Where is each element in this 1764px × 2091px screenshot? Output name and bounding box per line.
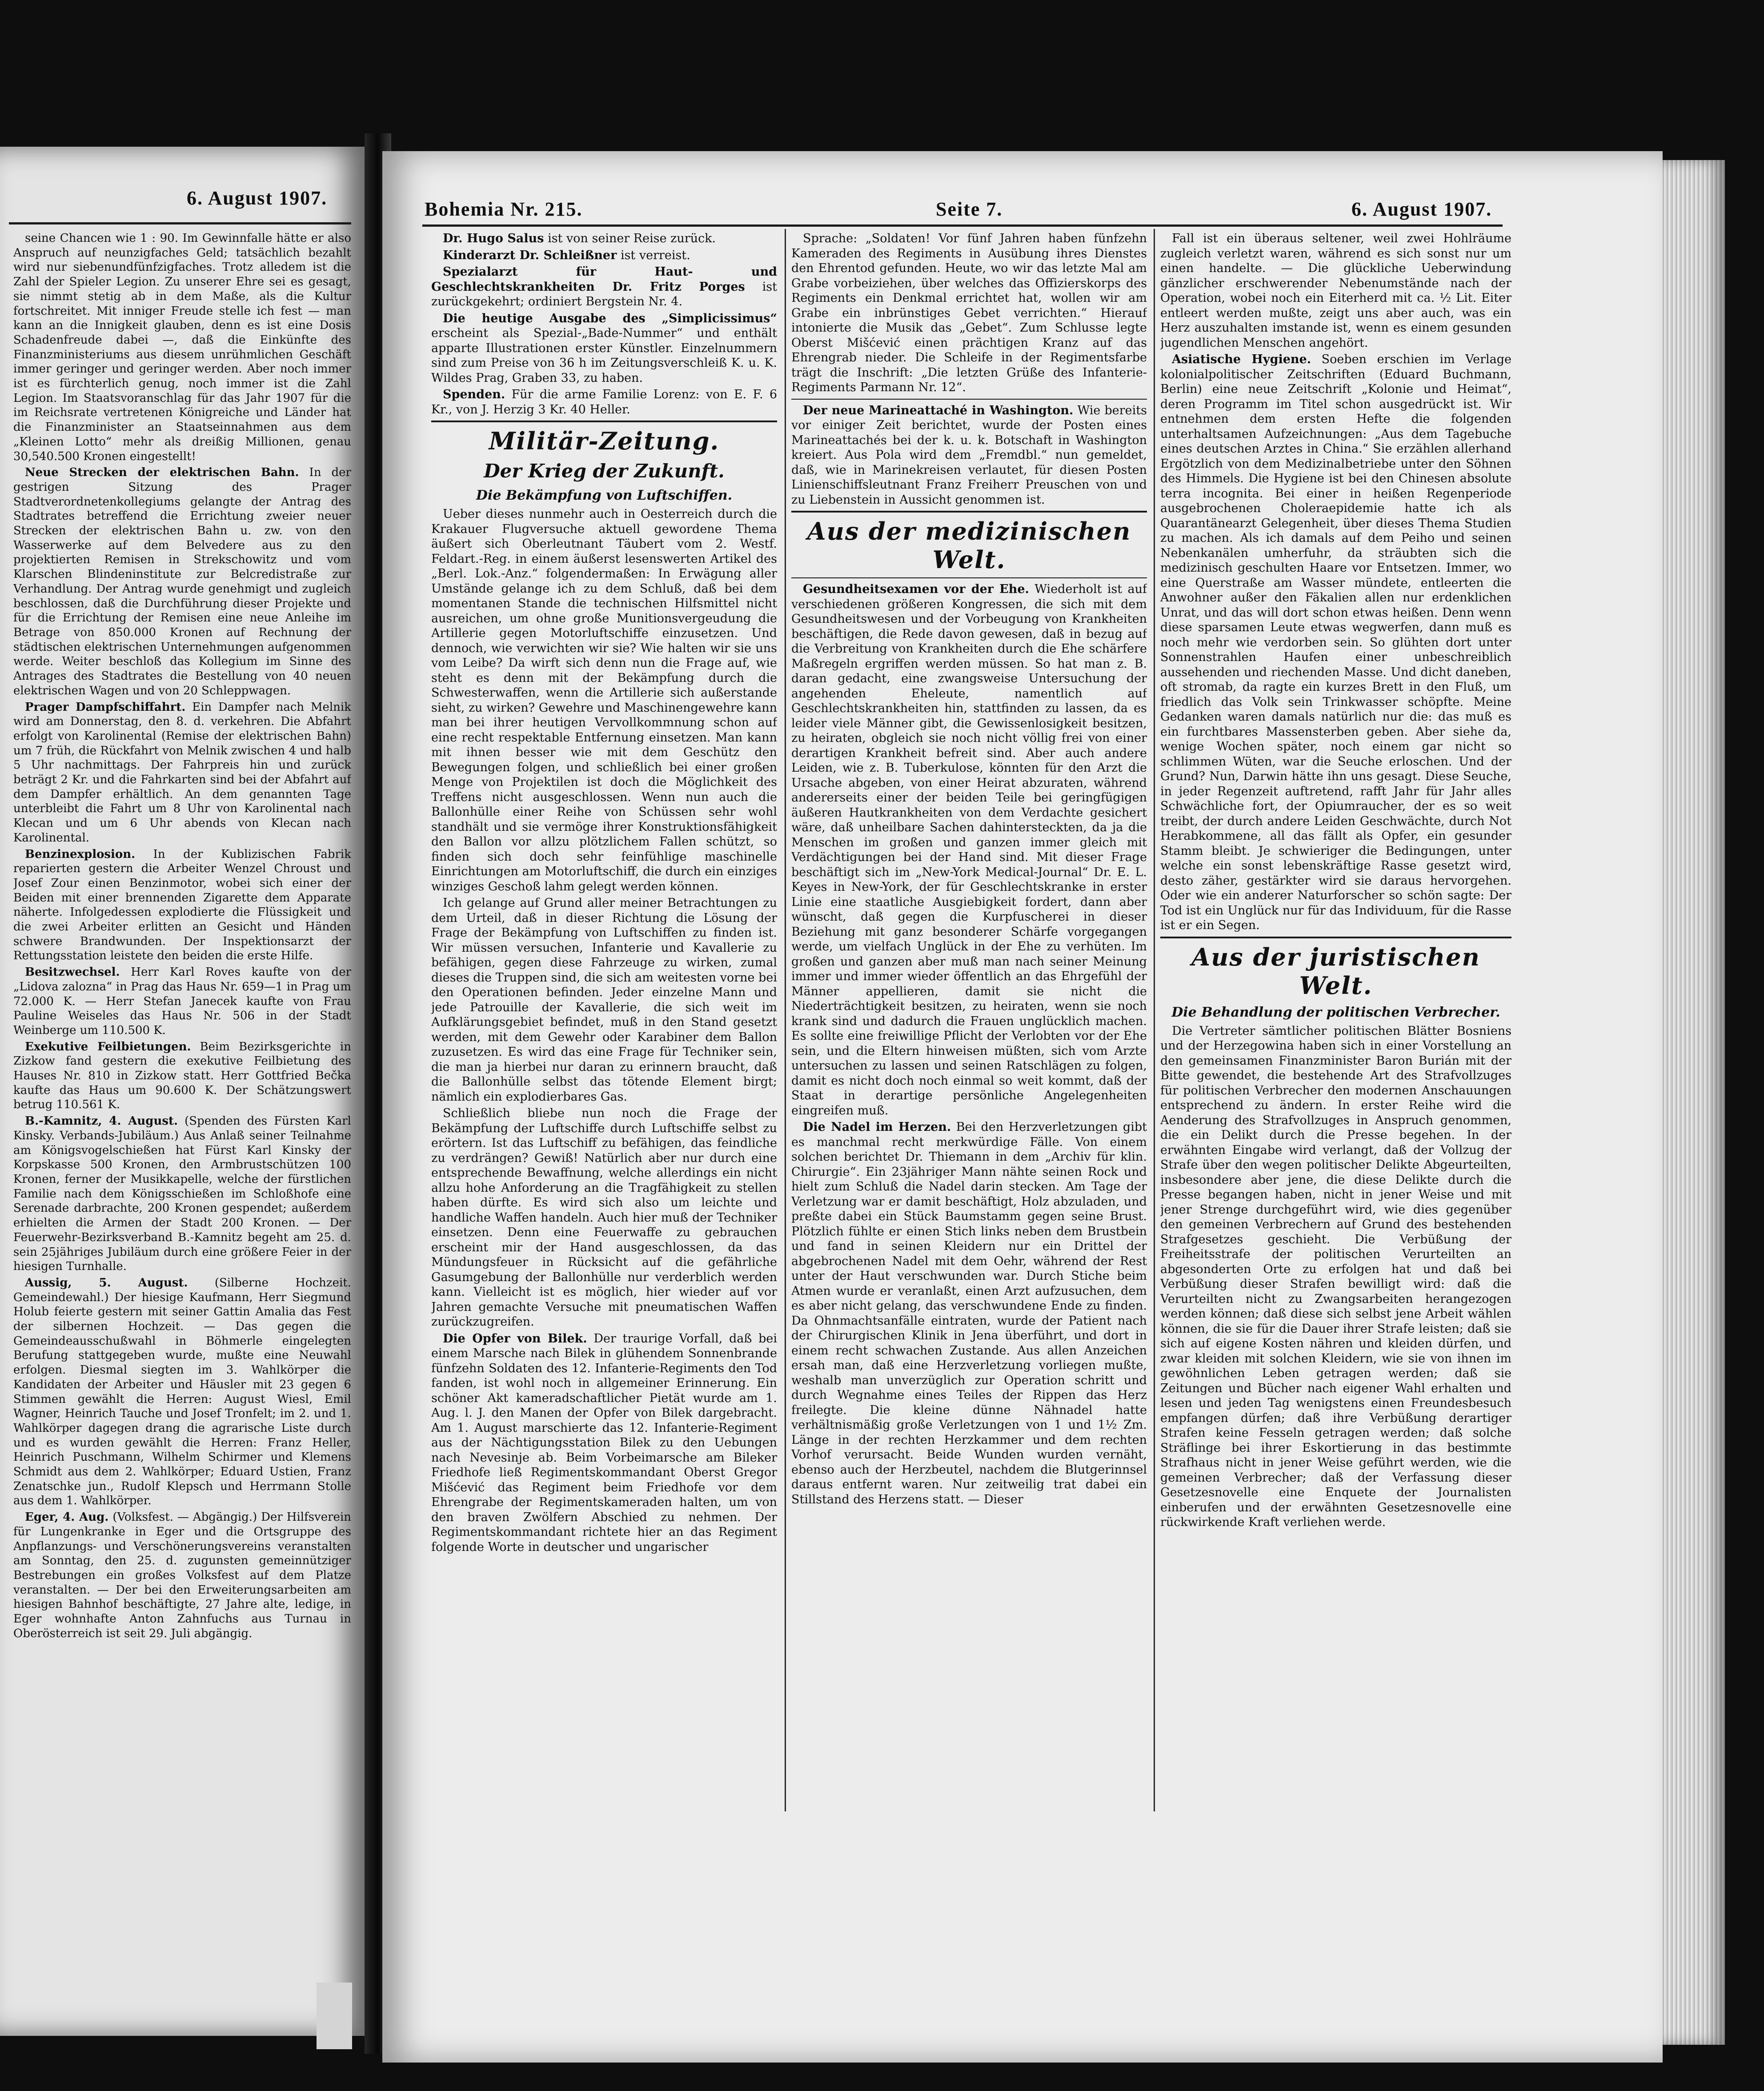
article: Asiatische Hygiene. Soeben erschien im Verlage kolonialpolitischer Zeitschriften (Eduard Buchmann, Berlin) eine neue Zeitschrift „Kolonie und Heimat“, deren Programm im Titel schon ausgedrückt ist. Wir entnehmen dem ersten Hefte die folgenden unterhaltsamen Aufzeichnungen: „Aus dem Tagebuche eines deutschen Arztes in China.“ Sie erzählen allerhand Ergötzlich von dem Medizinalbetriebe unter den Söhnen des Himmels. Die Hygiene ist bei den Chinesen absolute terra incognita. Bei einer in heißen Regenperiode ausgebrochenen Choleraepidemie hatte ich als Quarantänearzt Gelegenheit, über dieses Thema Studien zu machen. Als ich damals auf dem Peiho und seinen Nebenkanälen umherfuhr, da sträubten sich die medizinisch geschulten Haare vor Entsetzen. Immer, wo eine Querstraße am Wasser mündete, entleerten die Anwohner außer den Fäkalien allen nur erdenklichen Unrat, und das will dort schon etwas heißen. Denn wenn diese sparsamen Leute etwas wegwerfen, dann muß es noch mehr wie verdorben sein. So glühten dort unter Sonnenstrahlen Haufen einer unbeschreiblich aussehenden und riechenden Masse. Und dicht daneben, oft stromab, da ragte ein kurzes Brett in den Fluß, um friedlich das Volk sein Trinkwasser schöpfte. Meine Gedanken waren damals natürlich nur die: das muß es ein furchtbares Massensterben geben. Aber siehe da, wenige Wochen später, noch einem gar nicht so schlimmen Wüten, war die Seuche erloschen. Und der Grund? Nun, Darwin hätte ihn uns gesagt. Diese Seuche, in jeder Regenzeit auftretend, rafft Jahr für Jahr alles Schwächliche fort, der Opiumraucher, der es so weit treibt, der durch andere Leiden Geschwächte, durch Not Herabkommene, all das fällt als Opfer, ein gesunder Stamm bleibt. Je schwieriger die Bedingungen, unter welche ein sonst lebenskräftige Rasse gesetzt wird, desto zäher, gestärkter wird sie daraus hervorgehen. Oder wie ein anderer Naturforscher so schön sagte: Der Tod ist ein Unglück nur für das Individuum, für die Rasse ist er ein Segen. <box>1160 353 1511 932</box>
notice: Spezialarzt für Haut- und Geschlechtskrankheiten Dr. Fritz Porges ist zurückgekehrt; ordiniert Bergstein Nr. 4. <box>431 265 777 308</box>
head-rule <box>422 224 1503 227</box>
article: Die Opfer von Bilek. Der traurige Vorfall, daß bei einem Marsche nach Bilek in glühendem Sonnenbrande fünfzehn Soldaten des 12. Infanterie-Regiments den Tod fanden, ist wohl noch in allgemeiner Erinnerung. Ein schöner Akt kameradschaftlicher Pietät wurde am 1. Aug. l. J. den Manen der Opfer von Bilek dargebracht. Am 1. August marschierte das 12. Infanterie-Regiment aus der Nächtigungsstation Bilek zu den Uebungen nach Nevesinje ab. Beim Vorbeimarsche am Bileker Friedhofe ließ Regimentskommandant Oberst Gregor Mišćević das Regiment beim Friedhofe vor dem Ehrengrabe der Regimentskameraden halten, um von den braven Zwölfern Abschied zu nehmen. Der Regimentskommandant richtete hier an das Regiment folgende Worte in deutscher und ungarischer <box>431 1331 777 1554</box>
paper-tab <box>317 1983 352 2049</box>
paragraph: Sprache: „Soldaten! Vor fünf Jahren haben fünfzehn Kameraden des Regiments in Ausübung ihres Dienstes den Ehrentod gefunden. Heute, wo wir das letzte Mal am Grabe vorbeiziehen, über welches das Offizierskorps des Regiments ein Denkmal errichtet hat, wollen wir am Grabe ein inbrünstiges Gebet verrichten.“ Hierauf intonierte die Musik das „Gebet“. Zum Schlusse legte Oberst Mišćević einen prächtigen Kranz auf das Ehrengrab nieder. Die Schleife in der Regimentsfarbe trägt die Inschrift: „Die letzten Grüße des Infanterie-Regiments Parmann Nr. 12“. <box>791 232 1147 394</box>
paragraph: Fall ist ein überaus seltener, weil zwei Hohlräume zugleich verletzt waren, während es sich sonst nur um einen handelte. — Die glückliche Ueberwindung gänzlicher erschwerender Nebenumstände nach der Operation, wobei noch ein Eiterherd mit ca. ½ Lit. Eiter entleert werden mußte, zeigt uns aber auch, was ein Herz auszuhalten imstande ist, wenn es einem gesunden jugendlichen Menschen angehört. <box>1160 232 1511 350</box>
section-rule <box>1160 937 1511 938</box>
issue-date: 6. August 1907. <box>1351 198 1492 220</box>
article-title: Die Behandlung der politischen Verbrecher. <box>1171 1004 1500 1020</box>
left-article: Prager Dampfschiffahrt. Ein Dampfer nach Melnik wird am Donnerstag, den 8. d. verkehren. Die Abfahrt erfolgt von Karolinental (Remise der elektrischen Bahn) um 7 früh, die Rückfahrt von Melnik zwischen 4 und halb 5 Uhr nachmittags. Der Fahrpreis hin und zurück beträgt 2 Kr. und die Fahrkarten sind bei der Abfahrt auf dem Dampfer erhältlich. An dem genannten Tage unterbleibt die Fahrt um 8 Uhr von Karolinental nach Klecan und um 6 Uhr abends von Klecan nach Karolinental. <box>13 700 351 845</box>
section-title-legal: Aus der juristischen Welt. <box>1191 942 1480 1000</box>
column-rule <box>785 229 786 1811</box>
paragraph: Ich gelange auf Grund aller meiner Betrachtungen zu dem Urteil, daß in dieser Richtung die Lösung der Frage der Bekämpfung von Luftschiffen zu finden ist. Wir müssen versuchen, Infanterie und Kavallerie zu befähigen, gegen diese Fahrzeuge zu wirken, zumal dieses die Truppen sind, die sich am weitesten vorne bei den Operationen befinden. Jeder einzelne Mann und jede Patrouille der Kavallerie, die sich weit im Aufklärungsgebiet befindet, muß in den Stand gesetzt werden, mit dem Gewehr oder Karabiner dem Ballon zuzusetzen. Es wird das eine Frage für Techniker sein, die man ja hierbei nur daran zu erinnern braucht, daß die Ballonhülle selbst das tötende Element birgt; nämlich ein explodierbares Gas. <box>431 896 777 1104</box>
notice: Kinderarzt Dr. Schleißner ist verreist. <box>443 248 690 262</box>
notice: Die heutige Ausgabe des „Simplicissimus“ erscheint als Spezial-„Bade-Nummer“ und enthält apparte Illustrationen erster Künstler. Einzelnummern sind zum Preise von 36 h im Zeitungsverschleiß K. u. K. Wildes Prag, Graben 33, zu haben. <box>431 311 777 385</box>
article: Die Nadel im Herzen. Bei den Herzverletzungen gibt es manchmal recht merkwürdige Fälle. Von einem solchen berichtet Dr. Thiemann in dem „Archiv für klin. Chirurgie“. Ein 23jähriger Mann nähte seinen Rock und hielt zum Schluß die Nadel darin stecken. Am Tage der Verletzung war er damit beschäftigt, Holz abzuladen, und preßte dabei ein Stück Baumstamm gegen seine Brust. Plötzlich fühlte er einen Stich links neben dem Brustbein und fand in seinen Kleidern nur ein Drittel der abgebrochenen Nadel mit dem Oehr, während der Rest unter der Haut verschwunden war. Durch Stiche beim Atmen wurde er veranlaßt, einen Arzt aufzusuchen, dem es aber nicht gelang, das verschwundene Ende zu finden. Da Ohnmachtsanfälle eintraten, wurde der Patient nach der Chirurgischen Klinik in Jena überführt, und dort in einem recht schwachen Zustande. Aus allen Anzeichen ersah man, daß eine Herzverletzung vorliegen mußte, weshalb man unverzüglich zur Operation schritt und durch Wegnahme eines Teiles der Rippen das Herz freilegte. Die kleine dünne Nähnadel hatte verhältnismäßig große Verletzungen von 1 und 1½ Zm. Länge in der rechten Herzkammer und dem rechten Vorhof verursacht. Beide Wunden wurden vernäht, ebenso auch der Herzbeutel, nachdem die Blutgerinnsel daraus entfernt waren. Nur zeitweilig trat dabei ein Stillstand des Herzens statt. — Dieser <box>791 1120 1147 1506</box>
page-edges <box>1663 160 1725 2045</box>
left-text: seine Chancen wie 1 : 90. Im Gewinnfalle hätte er also Anspruch auf neunzigfaches Geld; tatsächlich bezahlt wird nur siebenundfünfzigfaches. Trotz alledem ist die Zahl der Spieler Legion. Zu unserer Ehre sei es gesagt, sie nimmt stetig ab in dem Maße, als die Kultur fortschreitet. Mit inniger Freude stelle ich fest — man kann an die Innigkeit glauben, denn es ist eine Dosis Schadenfreude dabei —, daß die Einkünfte des Finanzministeriums aus diesem unrühmlichen Geschäft immer geringer und geringer werden. Aber noch immer ist es fürchterlich genug, noch immer ist die Zahl Legion. Im Staatsvoranschlag für das Jahr 1907 für die im Reichsrate vertretenen Königreiche und Länder hat die Finanzminister an Staatseinnahmen aus dem „Kleinen Lotto“ mehr als dreißig Millionen, genau 30,540.500 Kronen eingestellt! <box>13 232 351 463</box>
column-1 <box>431 231 777 1814</box>
paragraph: Die Vertreter sämtlicher politischen Blätter Bosniens und der Herzegowina haben sich in einer Vorstellung an den gemeinsamen Finanzminister Baron Burián mit der Bitte gewendet, die bestehende Art des Strafvollzuges für politischen Verbrecher den modernen Anschauungen entsprechend zu ändern. In erster Reihe wird die Aenderung des Strafvollzuges in Anspruch genommen, die ein Delikt durch die Presse begehen. In der erwähnten Eingabe wird verlangt, daß der Vollzug der Strafe über den wegen politischer Delikte Abgeurteilten, insbesondere aber jene, die diese Delikte durch die Presse begangen haben, nicht in jener Weise und mit jener Strenge durchgeführt wird, wie dies gegenüber den gemeinen Verbrechern auf Grund des bestehenden Strafgesetzes geschieht. Die Verbüßung der Freiheitsstrafe der politischen Verurteilten an abgesonderten Orte zu erfolgen hat und daß bei Verbüßung dieser Strafen bewilligt wird: daß die Verurteilten nicht zu Zwangsarbeiten herangezogen werden können; daß diese sich selbst jene Arbeit wählen können, die sie für die Dauer ihrer Strafe leisten; daß sie sich auf eigene Kosten nähren und kleiden dürfen, und zwar kleiden mit solchen Kleidern, wie sie von ihnen im gewöhnlichen Leben getragen werden; daß sie Zeitungen und Bücher nach eigener Wahl erhalten und lesen und jeden Tag wenigstens einen Freundesbesuch empfangen dürfen; daß ihre Verbüßung derartiger Strafen keine Fesseln getragen werden; daß solche Sträflinge bei ihrer Eskortierung in das bestimmte Strafhaus nicht in jener Weise geführt werden, wie die gemeinen Verbrecher; daß der Verfassung dieser Gesetzesnovelle eine Enquete der Journalisten einberufen und der erwähnten Gesetzesnovelle eine rückwirkende Kraft verliehen werde. <box>1160 1024 1511 1529</box>
section-rule <box>791 511 1147 513</box>
left-article: Aussig, 5. August. (Silberne Hochzeit. Gemeindewahl.) Der hiesige Kaufmann, Herr Siegmund Holub feierte gestern mit seiner Gattin Amalia das Fest der silbernen Hochzeit. — Das gegen die Gemeindeausschußwahl in Böhmerle eingelegten Berufung stattgegeben wurde, mußte eine Neuwahl erfolgen. Diesmal siegten im 3. Wahlkörper die Kandidaten der Arbeiter und Häusler mit 23 gegen 6 Stimmen gewählt die Herren: August Wiesl, Emil Wagner, Heinrich Tauche und Josef Tronfelt; im 2. und 1. Wahlkörper dagegen drang die agrarische Liste durch und es wurden gewählt die Herren: Franz Heller, Heinrich Puschmann, Wilhelm Schirmer und Klemens Schmidt aus dem 2. Wahlkörper; Eduard Ustien, Franz Zenatschke jun., Rudolf Klepsch und Herrmann Stolle aus dem 1. Wahlkörper. <box>13 1276 351 1508</box>
left-article: Neue Strecken der elektrischen Bahn. In der gestrigen Sitzung des Prager Stadtverordnetenkollegiums gelangte der Antrag des Stadtrates betreffend die Errichtung zweier neuer Strecken der elektrischen Bahn u. zw. von den Wasserwerke auf dem Belvedere aus zu den projektierten Remisen in Strekschowitz und vom Klarschen Blindeninstitute zur Belcredistraße zur Verhandlung. Der Antrag wurde genehmigt und zugleich beschlossen, daß die Durchführung dieser Projekte und für die Errichtung der Remisen eine neue Anleihe im Betrage von 850.000 Kronen auf Rechnung der städtischen elektrischen Unternehmungen aufgenommen werde. Weiter beschloß das Kollegium im Sinne des Antrages des Stadtrates die Bestellung von 40 neuen elektrischen Wagen und von 20 Schleppwagen. <box>13 466 351 697</box>
left-article: Eger, 4. Aug. (Volksfest. — Abgängig.) Der Hilfsverein für Lungenkranke in Eger und die Ortsgruppe des Anpflanzungs- und Verschönerungsvereins veranstalten am Sonntag, den 25. d. zugunsten gemeinnütziger Bestrebungen ein großes Volksfest auf dem Platze veranstalten. — Der bei den Erweiterungsarbeiten am hiesigen Bahnhof beschäftigte, 27 Jahre alte, ledige, in Eger wohnhafte Anton Zahnfuchs aus Turnau in Oberösterreich ist seit 29. Juli abgängig. <box>13 1510 351 1640</box>
paragraph: Schließlich bliebe nun noch die Frage der Bekämpfung der Luftschiffe durch Luftschiffe selbst zu erörtern. Ist das Luftschiff zu befähigen, das feindliche zu verdrängen? Gewiß! Natürlich aber nur durch eine entsprechende Bewaffnung, welche allerdings ein nicht allzu hohe Anforderung an die Tragfähigkeit zu stellen haben dürfte. Es wird sich also um leichte und handliche Waffen handeln. Auch hier muß der Techniker einsetzen. Denn eine Feuerwaffe zu gebrauchen erscheint mir der Hand ausgeschlossen, da das Mündungsfeuer in Rücksicht auf die gefährliche Gasumgebung der Ballonhülle nur verderblich werden kann. Vielleicht ist es möglich, hier wieder auf vor Jahren gemachte Versuche mit pneumatischen Waffen zurückzugreifen. <box>431 1106 777 1329</box>
article: Gesundheitsexamen vor der Ehe. Wiederholt ist auf verschiedenen größeren Kongressen, die sich mit dem Gesundheitswesen und der Vorbeugung von Krankheiten beschäftigen, die Rede davon gewesen, daß in bezug auf die Verbreitung von Krankheiten durch die Ehe schärfere Maßregeln ergriffen werden müssen. So hat man z. B. daran gedacht, eine zwangsweise Untersuchung der angehenden Eheleute, namentlich auf Geschlechtskrankheiten hin, stattfinden zu lassen, da es leider viele Männer gibt, die Gewissenlosigkeit besitzen, zu heiraten, obgleich sie noch nicht völlig frei von einer derartigen Krankheit befreit sind. Aber auch andere Leiden, wie z. B. Tuberkulose, könnten für den Arzt die Ursache abgeben, von einer Heirat abzuraten, während andererseits einer der beiden Teile bei geringfügigen äußeren Hautkrankheiten von dem Verdachte gesichert wäre, daß unheilbare Sachen dahintersteckten, da ja die Menschen im großen und ganzen immer gleich mit Verdächtigungen bei der Hand sind. Mit dieser Frage beschäftigt sich im „New-York Medical-Journal“ Dr. E. L. Keyes in New-York, der für Geschlechtskranke in erster Linie eine staatliche Ausgiebigkeit fordert, dann aber wünscht, daß gegen die Kurpfuscherei in dieser Beziehung mit ganz besonderer Schärfe vorgegangen werde, um vielfach Unglück in der Ehe zu verhüten. Im großen und ganzen aber muß man nach seiner Meinung immer und immer wieder öffentlich an das Ehrgefühl der Männer appellieren, damit sie nicht die Niederträchtigkeit besitzen, zu heiraten, wenn sie noch krank sind und dadurch die Frauen unglücklich machen. Es sollte eine freiwillige Pflicht der Verlobten vor der Ehe sein, und die Eltern hinweisen müßten, sich vom Arzte untersuchen zu lassen und seinen Ratschlägen zu folgen, damit es nicht doch noch einmal so weit kommt, daß der Staat in derartige persönliche Angelegenheiten eingreifen muß. <box>791 582 1147 1118</box>
column-3 <box>1160 231 1511 1805</box>
notice: Spenden. Für die arme Familie Lorenz: von E. F. 6 Kr., von J. Herzig 3 Kr. 40 Heller. <box>431 388 777 417</box>
section-rule <box>431 421 777 422</box>
paragraph: Ueber dieses nunmehr auch in Oesterreich durch die Krakauer Flugversuche aktuell gewordene Thema äußert sich Oberleutnant Täubert vom 2. Westf. Feldart.-Reg. in einem äußerst lesenswerten Artikel des „Berl. Lok.-Anz.“ folgendermaßen: In Erwägung aller Umstände gelange ich zu dem Schluß, daß bei dem momentanen Stande die technischen Hilfsmittel nicht ausreichen, um ohne große Munitionsvergeudung die Artillerie gegen Motorluftschiffe einzusetzen. Und dennoch, wie verwichten wir sie? Wie halten wir sie uns vom Leibe? Da wirft sich denn nun die Frage auf, wie steht es denn mit der Bekämpfung durch die Schwesterwaffen, wenn die Artillerie sich außerstande sieht, zu wirken? Gewehre und Maschinengewehre kann man bei ihrer heutigen Vervollkommnung schon auf eine recht respektable Entfernung einsetzen. Man kann mit ihnen besser wie mit dem Geschütz den Bewegungen folgen, und schließlich bei einer großen Menge von Projektilen ist doch die Möglichkeit des Treffens nicht ausgeschlossen. Wenn nun auch die Ballonhülle einer Reihe von Schüssen sehr wohl standhält und sie vermöge ihrer Konstruktionsfähigkeit den Ballon vor allzu plötzlichem Fallen schützt, so finden sich doch sehr feinfühlige maschinelle Einrichtungen am Motorluftschiff, die durch ein einziges winziges Geschoß lahm gelegt werden können. <box>431 507 777 893</box>
divider <box>791 399 1147 400</box>
left-article: B.-Kamnitz, 4. August. (Spenden des Fürsten Karl Kinsky. Verbands-Jubiläum.) Aus Anlaß seiner Teilnahme am Königsvogelschießen hat Fürst Karl Kinsky der Korpskasse 500 Kronen, den Armbrustschützen 100 Kronen, ferner der Musikkapelle, welche der fürstlichen Familie nach dem Königsschießen im Schloßhofe eine Serenade darbrachte, 200 Kronen gespendet; außerdem erhielten die Armen der Stadt 200 Kronen. — Der Feuerwehr-Bezirksverband B.-Kamnitz begeht am 25. d. sein 25jähriges Jubiläum durch eine größere Feier in der hiesigen Turnhalle. <box>13 1114 351 1274</box>
section-title-medical: Aus der medizinischen Welt. <box>807 517 1131 574</box>
divider <box>791 577 1147 578</box>
notice: Dr. Hugo Salus ist von seiner Reise zurück. <box>443 232 716 245</box>
page-number: Seite 7. <box>936 198 1003 220</box>
article-subtitle: Die Bekämpfung von Luftschiffen. <box>476 488 733 503</box>
newspaper-issue: Bohemia Nr. 215. <box>425 198 583 220</box>
article: Der neue Marineattaché in Washington. Wie bereits vor einiger Zeit berichtet, wurde der Posten eines Marineattachés bei der k. u. k. Botschaft in Washington kreiert. Aus Pola wird dem „Fremdbl.“ nun gemeldet, daß, wie in Marinekreisen verlautet, für diesen Posten Linienschiffsleutnant Franz Freiherr Preuschen von und zu Liebenstein in Aussicht genommen ist. <box>791 403 1147 507</box>
left-page-date: 6. August 1907. <box>187 187 328 209</box>
section-title-military: Militär-Zeitung. <box>489 427 720 455</box>
left-head-rule <box>9 222 351 224</box>
column-rule <box>1154 229 1155 1811</box>
left-article: Besitzwechsel. Herr Karl Roves kaufte von der „Lidova zalozna“ in Prag das Haus Nr. 659—1 in Prag um 72.000 K. — Herr Stefan Janecek kaufte von Frau Pauline Weiseles das Haus Nr. 506 in der Stadt Weinberge um 110.500 K. <box>13 965 351 1037</box>
column-2 <box>791 231 1147 1791</box>
left-article: Benzinexplosion. In der Kublizischen Fabrik reparierten gestern die Arbeiter Wenzel Chroust und Josef Zour einen Benzinmotor, wobei sich einer der Beiden mit einer brennenden Zigarette dem Apparate näherte. Infolgedessen explodierte die Flüssigkeit und die zwei Arbeiter erlitten an Gesicht und Händen schwere Brandwunden. Der Inspektionsarzt der Rettungsstation leistete den beiden die erste Hilfe. <box>13 847 351 963</box>
article-title: Der Krieg der Zukunft. <box>484 460 725 482</box>
left-page-column <box>13 231 351 1805</box>
left-article: Exekutive Feilbietungen. Beim Bezirksgerichte in Zizkow fand gestern die exekutive Feilbietung des Hauses Nr. 810 in Zizkow statt. Herr Gottfried Bečka kaufte das Haus um 90.600 K. Der Schätzungswert betrug 110.561 K. <box>13 1040 351 1112</box>
